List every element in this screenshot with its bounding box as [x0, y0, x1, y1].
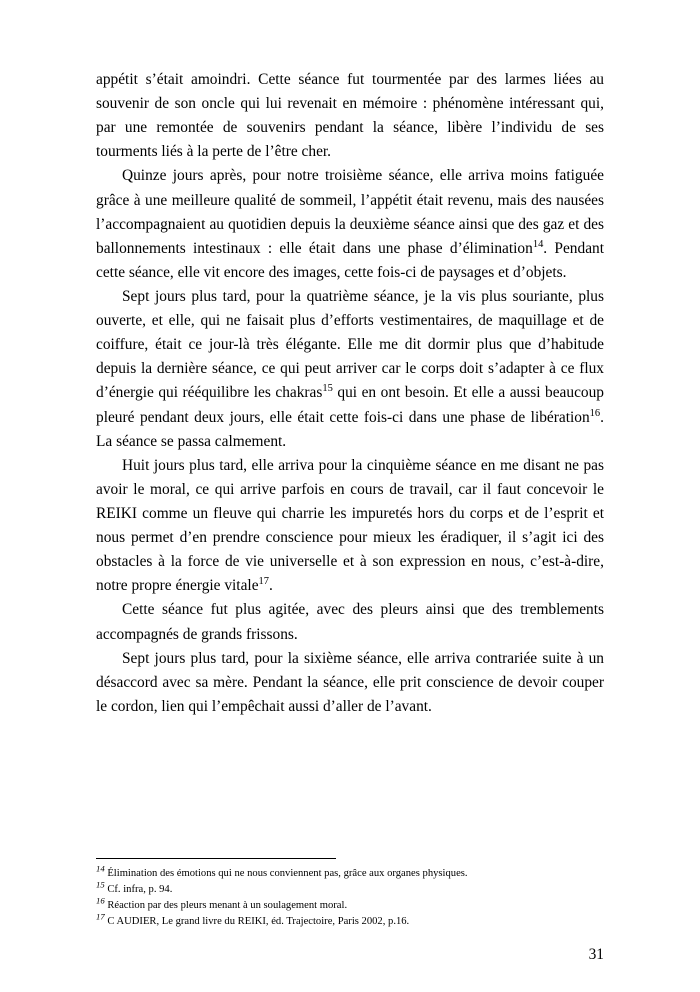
footnote-reference[interactable]: 14: [532, 238, 544, 250]
footnote-number: 15: [96, 879, 105, 890]
footnote-reference[interactable]: 15: [322, 383, 333, 395]
paragraph: Cette séance fut plus agitée, avec des pleurs ainsi que des tremblements accompagnés de grands frissons.: [96, 601, 604, 643]
footnote-list: [96, 863, 604, 930]
paragraph: Sept jours plus tard, pour la quatrième séance, je la vis plus souriante, plus ouverte, et elle, qui ne faisait plus d’efforts vestimentaires, de maquillage et de coiffure, était ce jour-là très élégante. Elle me dit dormir plus que d’habitude depuis la dernière séance, ce qui peut arriver car le corps doit s’adapter à ce flux d’énergie qui rééquilibre les chakras$^{15}$ qui en ont besoin. Et elle a aussi beaucoup pleuré pendant deux jours, elle était cette fois-ci dans une phase de libération$^{16}$. La séance se passa calmement.: [96, 287, 604, 450]
footnote-number: 17: [96, 911, 105, 922]
page-number: 31: [588, 946, 604, 963]
footnote-reference[interactable]: 16: [589, 407, 601, 419]
footnote-reference[interactable]: 17: [258, 576, 269, 588]
footnote-number: 16: [96, 895, 105, 906]
footnote-item: $^{15}$ Cf. infra, p. 94.: [96, 879, 173, 895]
footnote-item: $^{16}$ Réaction par des pleurs menant à un soulagement moral.: [96, 895, 348, 911]
footnote-separator-rule: [96, 858, 336, 859]
paragraph: Sept jours plus tard, pour la sixième séance, elle arriva contrariée suite à un désaccord avec sa mère. Pendant la séance, elle prit conscience de devoir couper le cordon, lien qui l’empêchait aussi d’aller de l’avant.: [96, 649, 604, 715]
paragraph: Quinze jours après, pour notre troisième séance, elle arriva moins fatiguée grâce à une meilleure qualité de sommeil, l’appétit était revenu, mais des nausées l’accompagnaient au quotidien depuis la deuxième séance ainsi que des gaz et des ballonnements intestinaux : elle était dans une phase d’élimination$^{14}$. Pendant cette séance, elle vit encore des images, cette fois-ci de paysages et d’objets.: [96, 167, 604, 281]
paragraph: Huit jours plus tard, elle arriva pour la cinquième séance en me disant ne pas avoir le moral, ce qui arrive parfois en cours de travail, car il faut concevoir le REIKI comme un fleuve qui charrie les impuretés hors du corps et de l’esprit et nous permet d’en prendre conscience pour mieux les éradiquer, il s’agit ici des obstacles à la force de vie universelle et à son expression en nous, c’est-à-dire, notre propre énergie vitale$^{17}$.: [96, 456, 604, 595]
paragraph: appétit s’était amoindri. Cette séance fut tourmentée par des larmes liées au souvenir de son oncle qui lui revenait en mémoire : phénomène intéressant qui, par une remontée de souvenirs pendant la séance, libère l’individu de ses tourments liés à la perte de l’être cher.: [96, 71, 604, 161]
footnote-item: $^{14}$ Élimination des émotions qui ne nous conviennent pas, grâce aux organes physiques.: [96, 863, 468, 879]
footnote-area: [96, 858, 604, 930]
footnote-item: $^{17}$ C AUDIER, Le grand livre du REIKI, éd. Trajectoire, Paris 2002, p.16.: [96, 911, 410, 927]
footnote-number: 14: [96, 863, 105, 874]
body-text-container: [96, 68, 604, 719]
